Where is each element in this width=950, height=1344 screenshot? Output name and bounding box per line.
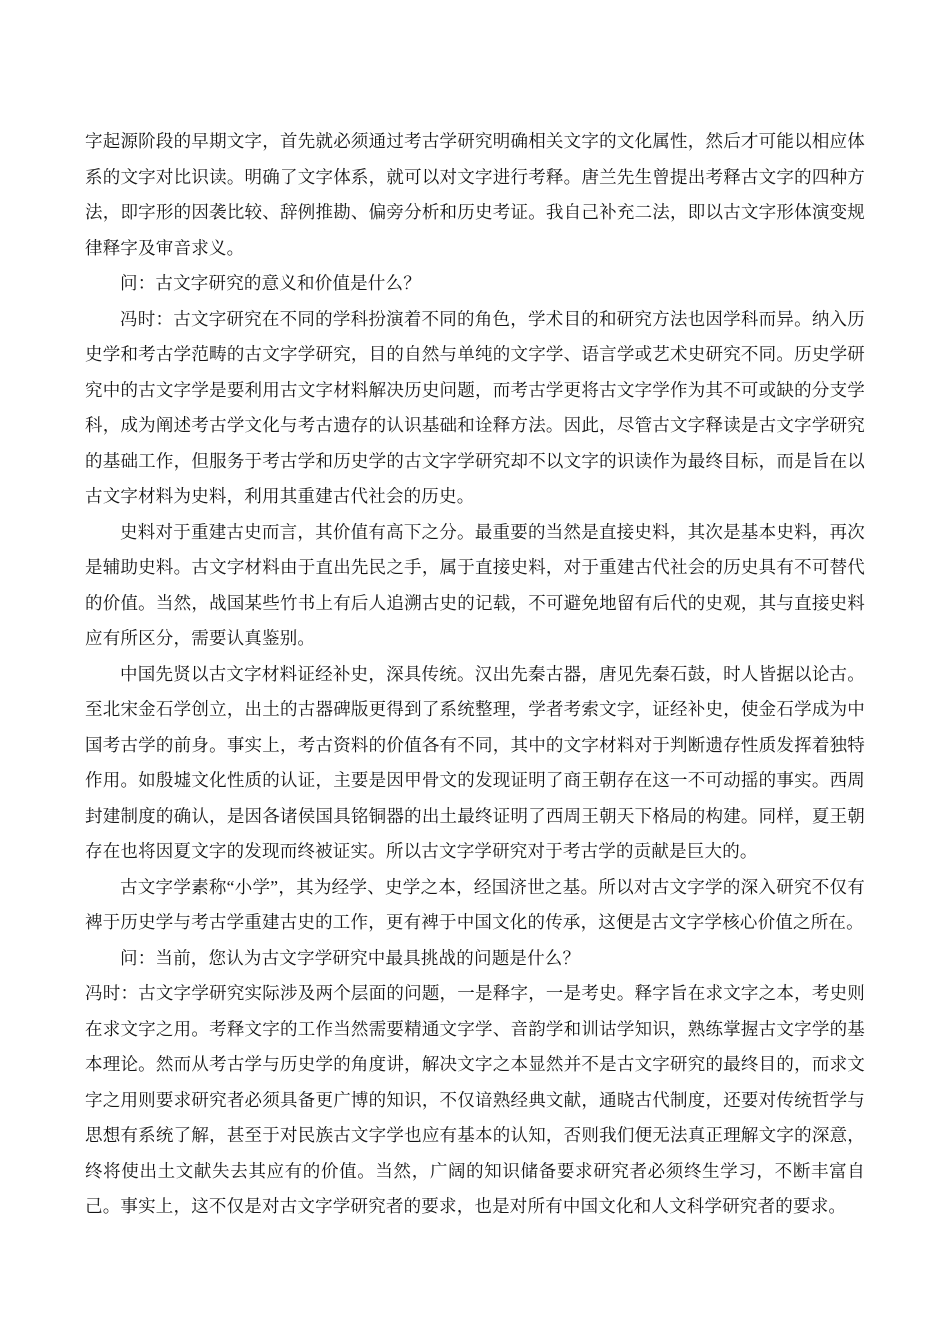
question-2: 问：当前，您认为古文字学研究中最具挑战的问题是什么？: [120, 947, 581, 968]
answer-1-part-1: 冯时：古文字研究在不同的学科扮演着不同的角色，学术目的和研究方法也因学科而异。纳入历史学和考古学范畴的古文字学研究，目的自然与单纯的文字学、语言学或艺术史研究不同。历史学研究中的古文字学是要利用古文字材料解决历史问题，而考古学更将古文字学作为其不可或缺的分支学科，成为阐述考古学文化与考古遗存的认识基础和诠释方法。因此，尽管古文字释读是古文字学研究的基础工作，但服务于考古学和历史学的古文字学研究却不以文字的识读作为最终目标，而是旨在以古文字材料为史料，利用其重建古代社会的历史。: [85, 308, 865, 506]
answer-2: 冯时：古文字学研究实际涉及两个层面的问题，一是释字，一是考史。释字旨在求文字之本，考史则在求文字之用。考释文字的工作当然需要精通文字学、音韵学和训诂学知识，熟练掌握古文字学的基本理论。然而从考古学与历史学的角度讲，解决文字之本显然并不是古文字研究的最终目的，而求文字之用则要求研究者必须具备更广博的知识，不仅谙熟经典文献，通晓古代制度，还要对传统哲学与思想有系统了解，甚至于对民族古文字学也应有基本的认知，否则我们便无法真正理解文字的深意，终将使出土文献失去其应有的价值。当然，广阔的知识储备要求研究者必须终生学习，不断丰富自己。事实上，这不仅是对古文字学研究者的要求，也是对所有中国文化和人文科学研究者的要求。: [85, 983, 865, 1216]
answer-1-part-2: 史料对于重建古史而言，其价值有高下之分。最重要的当然是直接史料，其次是基本史料，再次是辅助史料。古文字材料由于直出先民之手，属于直接史料，对于重建古代社会的历史具有不可替代的价值。当然，战国某些竹书上有后人追溯古史的记载，不可避免地留有后代的史观，其与直接史料应有所区分，需要认真鉴别。: [85, 521, 865, 648]
answer-1-part-3: 中国先贤以古文字材料证经补史，深具传统。汉出先秦古器，唐见先秦石鼓，时人皆据以论古。至北宋金石学创立，出土的古器碑版更得到了系统整理，学者考索文字，证经补史，使金石学成为中国考古学的前身。事实上，考古资料的价值各有不同，其中的文字材料对于判断遗存性质发挥着独特作用。如殷墟文化性质的认证，主要是因甲骨文的发现证明了商王朝存在这一不可动摇的事实。西周封建制度的确认，是因各诸侯国具铭铜器的出土最终证明了西周王朝天下格局的构建。同样，夏王朝存在也将因夏文字的发现而终被证实。所以古文字学研究对于考古学的贡献是巨大的。: [85, 663, 865, 861]
answer-1-part-4: 古文字学素称“小学”，其为经学、史学之本，经国济世之基。所以对古文字学的深入研究不仅有裨于历史学与考古学重建古史的工作，更有裨于中国文化的传承，这便是古文字学核心价值之所在。: [85, 876, 865, 932]
document-text-body: [85, 124, 865, 1225]
paragraph-continuation: 字起源阶段的早期文字，首先就必须通过考古学研究明确相关文字的文化属性，然后才可能以相应体系的文字对比识读。明确了文字体系，就可以对文字进行考释。唐兰先生曾提出考释古文字的四种方法，即字形的因袭比较、辞例推勘、偏旁分析和历史考证。我自己补充二法，即以古文字形体演变规律释字及审音求义。: [85, 131, 865, 258]
question-1: 问：古文字研究的意义和价值是什么？: [120, 273, 421, 293]
